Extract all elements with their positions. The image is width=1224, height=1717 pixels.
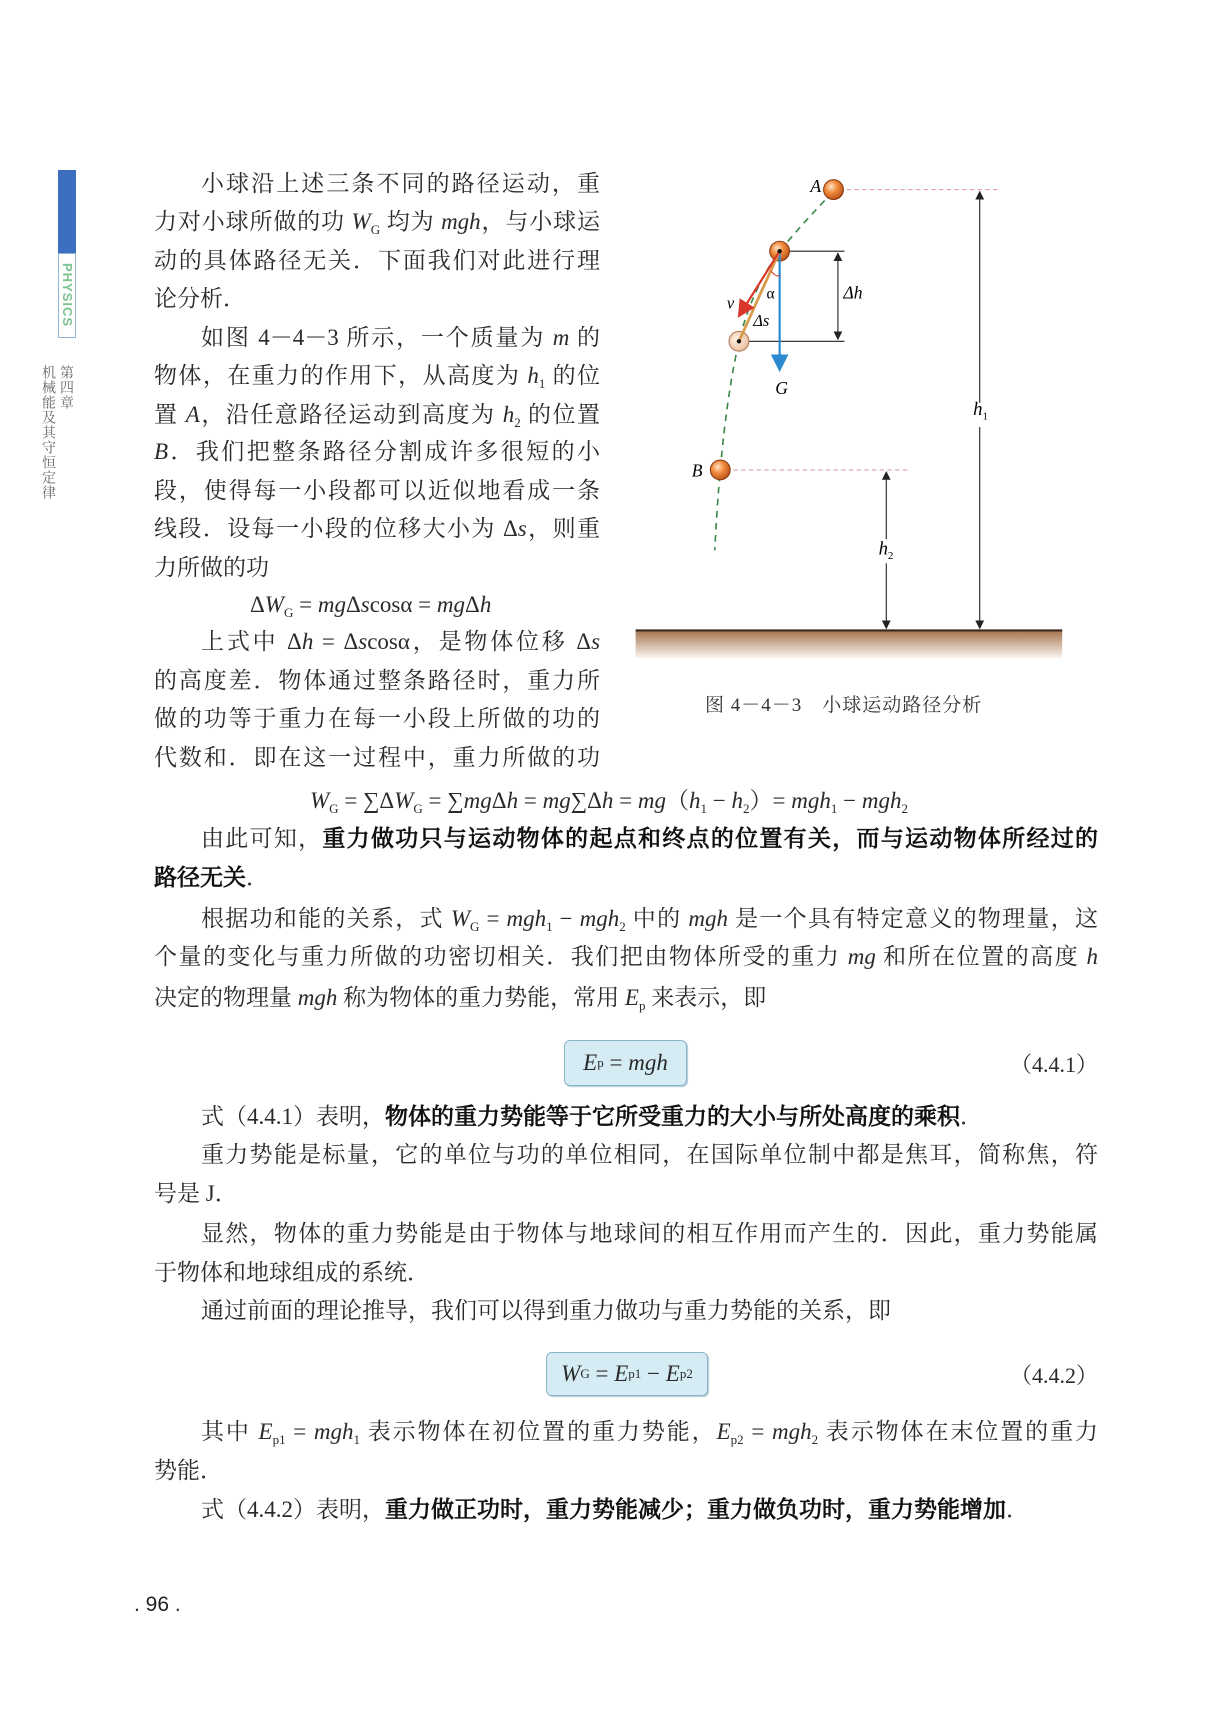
math-symbol: h: [601, 788, 614, 813]
text-span: （: [666, 788, 689, 813]
center-dot: [737, 339, 741, 343]
text-span: = ∑Δ: [338, 788, 395, 813]
math-symbol: 1: [538, 376, 546, 391]
text-span: 均为: [380, 209, 442, 234]
eq-symbol: E: [614, 1361, 629, 1386]
math-symbol: 2: [619, 919, 626, 934]
text-line: [201, 324, 600, 352]
math-symbol: h: [479, 592, 492, 617]
math-symbol: mg: [847, 944, 876, 969]
ds-label: Δs: [753, 310, 770, 330]
emphasis-text: 重力做正功时，重力势能减少；重力做负功时，重力势能增加: [385, 1497, 1006, 1522]
text-line: [154, 401, 600, 437]
text-span: 做的功等于重力在每一小段上所做的功的: [154, 706, 600, 731]
dh-label: Δh: [843, 282, 863, 303]
ground: [636, 630, 1063, 657]
text-span: Δ: [491, 788, 507, 813]
equation-number: （4.4.2）: [1009, 1363, 1098, 1388]
text-span: 称为物体的重力势能，常用: [337, 985, 625, 1010]
text-line: [154, 1259, 1098, 1287]
h1-label: $h_1$: [973, 398, 988, 423]
text-span: 是一个具有特定意义的物理量，这: [728, 906, 1099, 931]
text-span: 的位: [545, 363, 601, 388]
text-span: 段，使得每一小段都可以近似地看成一条: [154, 478, 600, 503]
math-symbol: E: [258, 1419, 273, 1444]
math-symbol: E: [716, 1419, 731, 1444]
text-span: 的高度差．物体通过整条路径时，重力所: [154, 668, 600, 693]
text-span: 决定的物理量: [154, 985, 298, 1010]
text-line: [154, 1457, 1098, 1485]
math-symbol: W: [264, 592, 284, 617]
ball-A: [824, 180, 844, 200]
math-symbol: s: [517, 516, 527, 541]
text-line: [201, 1103, 1098, 1131]
text-line: [154, 943, 1098, 971]
text-span: 表示物体在初位置的重力势能，: [360, 1419, 717, 1444]
math-symbol: s: [591, 629, 601, 654]
text-span: 中的: [625, 906, 689, 931]
text-line: [154, 515, 600, 543]
text-line: [154, 438, 600, 466]
math-symbol: B: [154, 439, 169, 464]
text-line: [154, 705, 600, 733]
text-span: ．: [1006, 1497, 1029, 1522]
math-symbol: 2: [811, 1432, 819, 1447]
math-symbol: mgh: [313, 1419, 354, 1444]
text-line: [201, 628, 600, 656]
figure-ball-path-diagram: [620, 150, 1080, 670]
text-span: ，与小球运: [480, 209, 601, 234]
math-symbol: mgh: [579, 906, 620, 931]
text-span: =: [613, 788, 638, 813]
G-label: G: [775, 378, 788, 399]
text-line: [201, 905, 1098, 941]
math-symbol: mgh: [772, 1419, 812, 1444]
eq-operator: =: [603, 1050, 629, 1075]
figure-caption: 图 4－4－3 小球运动路径分析: [705, 695, 983, 716]
text-span: ．: [246, 865, 269, 890]
math-symbol: 2: [901, 801, 908, 816]
text-span: =: [518, 788, 543, 813]
text-span: cosα =: [369, 592, 437, 617]
equation-number: （4.4.1）: [1009, 1052, 1098, 1077]
text-span: 小球沿上述三条不同的路径运动，重: [201, 171, 600, 196]
math-symbol: G: [413, 801, 423, 816]
text-span: ∑Δ: [570, 788, 602, 813]
math-symbol: mg: [436, 592, 466, 617]
emphasis-text: 重力做功只与运动物体的起点和终点的位置有关，而与运动物体所经过的: [322, 826, 1099, 851]
math-symbol: A: [185, 402, 200, 427]
text-span: 物体，在重力的作用下，从高度为: [154, 363, 528, 388]
math-symbol: W: [394, 788, 414, 813]
text-line: [154, 667, 600, 695]
equation-box-4-4-2: [546, 1352, 708, 1396]
math-symbol: h: [1086, 944, 1099, 969]
emphasis-text: 物体的重力势能等于它所受重力的大小与所处高度的乘积: [385, 1104, 960, 1129]
text-line: [201, 825, 1098, 853]
text-span: 动的具体路径无关．下面我们对此进行理: [154, 248, 600, 273]
label-B: B: [691, 460, 703, 481]
text-line: [201, 170, 600, 198]
text-span: 于物体和地球组成的系统．: [154, 1260, 430, 1285]
alpha-label: α: [766, 285, 775, 303]
math-symbol: W: [310, 788, 330, 813]
emphasis-text: 路径无关: [154, 865, 246, 890]
math-symbol: 1: [546, 919, 553, 934]
text-span: ，沿任意路径运动到高度为: [199, 402, 503, 427]
math-symbol: G: [329, 801, 339, 816]
math-symbol: mg: [317, 592, 346, 617]
text-line: [154, 285, 600, 313]
math-symbol: mgh: [861, 788, 902, 813]
text-line: [154, 247, 600, 275]
text-span: 由此可知，: [201, 826, 323, 851]
math-symbol: E: [624, 985, 639, 1010]
subject-label: PHYSICS: [58, 253, 76, 338]
text-line: [201, 1418, 1098, 1454]
text-span: =: [743, 1419, 772, 1444]
text-span: 置: [154, 402, 186, 427]
text-span: 力对小球所做的功: [154, 209, 352, 234]
eq-operator: −: [641, 1361, 666, 1386]
text-span: 的: [569, 325, 601, 350]
text-span: 通过前面的理论推导，我们可以得到重力做功与重力势能的关系，即: [201, 1298, 891, 1323]
math-symbol: h: [731, 788, 743, 813]
text-span: cosα，是物体位移 Δ: [367, 629, 592, 654]
text-line: [154, 362, 600, 398]
text-span: =: [285, 1419, 314, 1444]
alpha-arc: [771, 271, 780, 276]
math-symbol: h: [506, 788, 519, 813]
math-symbol: G: [370, 222, 381, 237]
math-symbol: mg: [542, 788, 571, 813]
text-span: 重力势能是标量，它的单位与功的单位相同，在国际单位制中都是焦耳，简称焦，符: [201, 1142, 1098, 1167]
text-line: [250, 591, 550, 627]
math-symbol: mg: [463, 788, 492, 813]
text-line: [154, 864, 1098, 892]
text-line: [201, 1141, 1098, 1169]
text-span: 代数和．即在这一过程中，重力所做的功: [154, 745, 600, 770]
eq-symbol: E: [583, 1050, 598, 1075]
chapter-number: 第四章: [59, 365, 75, 410]
math-symbol: G: [283, 605, 294, 620]
eq-subscript: p1: [628, 1366, 642, 1381]
text-span: 线段．设每一小段的位移大小为 Δ: [154, 516, 518, 541]
page-number: . 96 .: [134, 1593, 181, 1616]
equation-box-4-4-1: [564, 1040, 687, 1086]
math-symbol: W: [351, 209, 371, 234]
math-symbol: mg: [637, 788, 666, 813]
math-symbol: W: [450, 906, 471, 931]
math-symbol: h: [527, 363, 539, 388]
text-span: 根据功和能的关系，式: [201, 906, 451, 931]
text-line: [154, 477, 600, 505]
text-span: 和所在位置的高度: [875, 944, 1087, 969]
text-span: 势能．: [154, 1458, 223, 1483]
text-span: =: [293, 592, 318, 617]
math-symbol: mgh: [297, 985, 338, 1010]
math-symbol: p1: [272, 1432, 286, 1447]
text-line: [201, 1220, 1098, 1248]
velocity-vector: [739, 251, 780, 316]
text-line: [154, 208, 600, 244]
text-line: [154, 744, 600, 772]
text-span: ，则重: [526, 516, 601, 541]
eq-symbol: W: [561, 1361, 581, 1386]
text-span: ）=: [749, 788, 792, 813]
math-symbol: h: [689, 788, 701, 813]
text-line: [154, 554, 600, 582]
center-dot: [777, 249, 781, 253]
eq-subscript: p: [597, 1055, 604, 1070]
math-symbol: 1: [700, 801, 707, 816]
eq-symbol: mgh: [628, 1050, 668, 1075]
math-symbol: mgh: [441, 209, 481, 234]
text-span: 如图 4－4－3 所示，一个质量为: [201, 325, 553, 350]
text-span: = ∑: [422, 788, 464, 813]
math-symbol: 1: [830, 801, 838, 816]
h2-label: $h_2$: [878, 538, 894, 562]
math-symbol: h: [502, 402, 515, 427]
chapter-title-vertical: [41, 365, 76, 500]
math-symbol: mgh: [791, 788, 831, 813]
label-A: A: [810, 175, 822, 196]
v-label: v: [726, 293, 735, 313]
chapter-tab-marker: [58, 170, 76, 253]
text-span: 论分析．: [154, 286, 246, 311]
text-line: [154, 1180, 1098, 1208]
math-symbol: mgh: [688, 906, 729, 931]
text-span: ．我们把整条路径分割成许多很短的小: [168, 439, 600, 464]
text-span: =: [479, 906, 507, 931]
text-line: [201, 1297, 1098, 1325]
text-span: 来表示，即: [645, 985, 767, 1010]
text-span: 显然，物体的重力势能是由于物体与地球间的相互作用而产生的．因此，重力势能属: [201, 1221, 1098, 1246]
math-symbol: h: [301, 629, 314, 654]
math-symbol: p: [638, 998, 646, 1013]
text-span: 表示物体在末位置的重力: [818, 1419, 1099, 1444]
text-span: −: [707, 788, 732, 813]
math-symbol: s: [358, 629, 368, 654]
text-line: [201, 1496, 1098, 1524]
text-span: Δ: [250, 592, 265, 617]
math-symbol: 2: [514, 415, 521, 430]
math-symbol: 1: [353, 1432, 361, 1447]
text-span: Δ: [345, 592, 361, 617]
math-symbol: 2: [742, 801, 750, 816]
eq-subscript: p2: [679, 1366, 693, 1381]
text-span: 的位置: [520, 402, 601, 427]
eq-symbol: E: [665, 1361, 680, 1386]
ball-B: [710, 460, 730, 480]
math-symbol: s: [360, 592, 370, 617]
text-span: Δ: [465, 592, 480, 617]
math-symbol: p2: [730, 1432, 744, 1447]
chapter-name: 机械能及其守恒定律: [41, 365, 57, 500]
text-line: [154, 984, 1098, 1020]
text-span: −: [552, 906, 580, 931]
text-span: 个量的变化与重力所做的功密切相关．我们把由物体所受的重力: [154, 944, 848, 969]
text-span: = Δ: [313, 629, 359, 654]
text-span: 式（4.4.1）表明，: [201, 1104, 385, 1129]
text-span: −: [837, 788, 862, 813]
text-span: 其中: [201, 1419, 259, 1444]
text-span: ．: [960, 1104, 983, 1129]
eq-operator: =: [589, 1361, 615, 1386]
text-span: 号是 J．: [154, 1181, 238, 1206]
text-span: 上式中 Δ: [201, 629, 302, 654]
math-symbol: G: [470, 919, 480, 934]
eq-subscript: G: [580, 1366, 590, 1381]
math-symbol: mgh: [506, 906, 547, 931]
text-span: 力所做的功: [154, 555, 269, 580]
math-symbol: m: [552, 325, 570, 350]
text-line: [310, 787, 950, 823]
text-span: 式（4.4.2）表明，: [201, 1497, 385, 1522]
